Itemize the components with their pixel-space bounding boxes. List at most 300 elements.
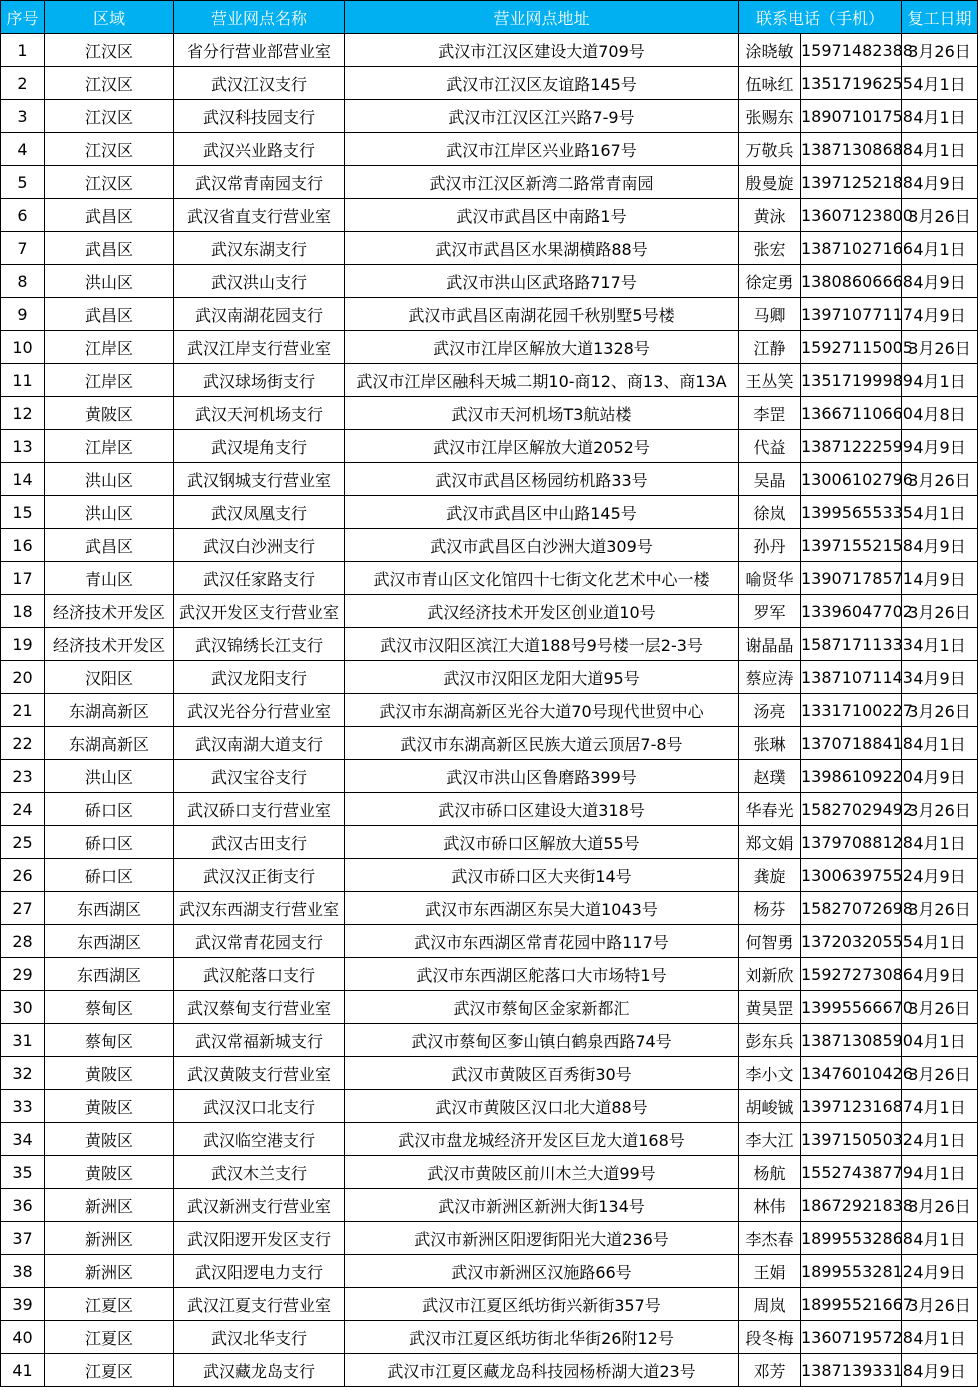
cell-index: 18	[1, 595, 45, 628]
cell-district: 黄陂区	[45, 1090, 174, 1123]
cell-branch-name: 武汉江夏支行营业室	[174, 1288, 345, 1321]
cell-index: 3	[1, 100, 45, 133]
cell-index: 37	[1, 1222, 45, 1255]
cell-phone: 15827029492	[801, 793, 902, 826]
cell-phone: 13971552158	[801, 529, 902, 562]
cell-resume-date: 4月1日	[902, 232, 978, 265]
cell-phone: 13517196255	[801, 67, 902, 100]
table-row	[1, 1090, 978, 1123]
cell-branch-address: 武汉市洪山区武珞路717号	[345, 265, 739, 298]
table-row	[1, 1024, 978, 1057]
cell-branch-name: 武汉常青南园支行	[174, 166, 345, 199]
cell-index: 38	[1, 1255, 45, 1288]
cell-branch-address: 武汉市江岸区兴业路167号	[345, 133, 739, 166]
cell-branch-name: 武汉东湖支行	[174, 232, 345, 265]
table-row	[1, 529, 978, 562]
cell-resume-date: 4月9日	[902, 1255, 978, 1288]
cell-resume-date: 4月8日	[902, 397, 978, 430]
cell-phone: 18995521667	[801, 1288, 902, 1321]
cell-resume-date: 4月1日	[902, 364, 978, 397]
cell-phone: 13971505032	[801, 1123, 902, 1156]
cell-district: 汉阳区	[45, 661, 174, 694]
cell-contact-name: 江静	[739, 331, 801, 364]
cell-index: 35	[1, 1156, 45, 1189]
cell-index: 27	[1, 892, 45, 925]
table-row	[1, 298, 978, 331]
cell-branch-address: 武汉市蔡甸区金家新都汇	[345, 991, 739, 1024]
table-row	[1, 1123, 978, 1156]
cell-index: 41	[1, 1354, 45, 1387]
table-row	[1, 67, 978, 100]
cell-branch-name: 武汉北华支行	[174, 1321, 345, 1354]
cell-contact-name: 吴晶	[739, 463, 801, 496]
cell-resume-date: 4月9日	[902, 1354, 978, 1387]
cell-resume-date: 4月1日	[902, 727, 978, 760]
header-contact: 联系电话（手机）	[739, 1, 902, 34]
table-row	[1, 364, 978, 397]
table-row	[1, 760, 978, 793]
cell-branch-name: 武汉球场街支行	[174, 364, 345, 397]
cell-index: 12	[1, 397, 45, 430]
cell-branch-name: 武汉新洲支行营业室	[174, 1189, 345, 1222]
header-district: 区域	[45, 1, 174, 34]
table-row	[1, 133, 978, 166]
table-row	[1, 1288, 978, 1321]
cell-district: 黄陂区	[45, 1156, 174, 1189]
cell-index: 32	[1, 1057, 45, 1090]
cell-resume-date: 3月26日	[902, 1057, 978, 1090]
cell-contact-name: 郑文娟	[739, 826, 801, 859]
cell-branch-name: 武汉东西湖支行营业室	[174, 892, 345, 925]
cell-branch-name: 武汉常福新城支行	[174, 1024, 345, 1057]
cell-branch-name: 武汉洪山支行	[174, 265, 345, 298]
cell-branch-name: 武汉光谷分行营业室	[174, 694, 345, 727]
cell-resume-date: 4月1日	[902, 826, 978, 859]
table-row	[1, 166, 978, 199]
cell-contact-name: 殷曼旋	[739, 166, 801, 199]
cell-branch-address: 武汉市天河机场T3航站楼	[345, 397, 739, 430]
cell-branch-name: 武汉硚口支行营业室	[174, 793, 345, 826]
cell-index: 9	[1, 298, 45, 331]
cell-district: 硚口区	[45, 859, 174, 892]
cell-district: 蔡甸区	[45, 991, 174, 1024]
cell-contact-name: 杨航	[739, 1156, 801, 1189]
table-row	[1, 199, 978, 232]
cell-branch-address: 武汉市江岸区解放大道2052号	[345, 430, 739, 463]
cell-resume-date: 3月26日	[902, 199, 978, 232]
cell-resume-date: 4月1日	[902, 628, 978, 661]
table-row	[1, 1189, 978, 1222]
cell-district: 江汉区	[45, 34, 174, 67]
cell-branch-address: 武汉市武昌区中南路1号	[345, 199, 739, 232]
cell-contact-name: 胡峻铖	[739, 1090, 801, 1123]
cell-contact-name: 徐岚	[739, 496, 801, 529]
cell-index: 17	[1, 562, 45, 595]
cell-branch-address: 武汉经济技术开发区创业道10号	[345, 595, 739, 628]
cell-contact-name: 蔡应涛	[739, 661, 801, 694]
cell-district: 黄陂区	[45, 1057, 174, 1090]
cell-contact-name: 伍咏红	[739, 67, 801, 100]
header-index: 序号	[1, 1, 45, 34]
cell-index: 16	[1, 529, 45, 562]
cell-resume-date: 4月9日	[902, 529, 978, 562]
cell-index: 36	[1, 1189, 45, 1222]
cell-contact-name: 赵璞	[739, 760, 801, 793]
cell-resume-date: 4月1日	[902, 1222, 978, 1255]
cell-resume-date: 3月26日	[902, 1288, 978, 1321]
cell-index: 28	[1, 925, 45, 958]
cell-branch-name: 武汉藏龙岛支行	[174, 1354, 345, 1387]
cell-resume-date: 3月26日	[902, 331, 978, 364]
cell-branch-name: 武汉科技园支行	[174, 100, 345, 133]
cell-contact-name: 李杰春	[739, 1222, 801, 1255]
cell-contact-name: 万敬兵	[739, 133, 801, 166]
cell-contact-name: 张宏	[739, 232, 801, 265]
cell-index: 11	[1, 364, 45, 397]
cell-phone: 13907178571	[801, 562, 902, 595]
cell-index: 5	[1, 166, 45, 199]
cell-district: 江汉区	[45, 67, 174, 100]
cell-branch-name: 武汉锦绣长江支行	[174, 628, 345, 661]
cell-phone: 13871308688	[801, 133, 902, 166]
cell-phone: 13871393318	[801, 1354, 902, 1387]
cell-phone: 18672921838	[801, 1189, 902, 1222]
cell-district: 黄陂区	[45, 1123, 174, 1156]
cell-phone: 15827072698	[801, 892, 902, 925]
cell-resume-date: 4月9日	[902, 859, 978, 892]
cell-phone: 18995532868	[801, 1222, 902, 1255]
table-row	[1, 397, 978, 430]
cell-index: 25	[1, 826, 45, 859]
cell-index: 20	[1, 661, 45, 694]
table-row	[1, 727, 978, 760]
cell-contact-name: 林伟	[739, 1189, 801, 1222]
cell-phone: 13517199989	[801, 364, 902, 397]
cell-branch-name: 武汉宝谷支行	[174, 760, 345, 793]
cell-branch-name: 武汉江汉支行	[174, 67, 345, 100]
cell-district: 武昌区	[45, 298, 174, 331]
cell-branch-address: 武汉市武昌区白沙洲大道309号	[345, 529, 739, 562]
cell-branch-name: 武汉任家路支行	[174, 562, 345, 595]
cell-phone: 13971077117	[801, 298, 902, 331]
cell-index: 22	[1, 727, 45, 760]
cell-contact-name: 张琳	[739, 727, 801, 760]
cell-branch-name: 武汉汉口北支行	[174, 1090, 345, 1123]
cell-branch-name: 武汉临空港支行	[174, 1123, 345, 1156]
table-row	[1, 694, 978, 727]
table-row	[1, 661, 978, 694]
cell-phone: 13871027166	[801, 232, 902, 265]
cell-phone: 13995655335	[801, 496, 902, 529]
cell-phone: 13995566670	[801, 991, 902, 1024]
cell-district: 东西湖区	[45, 892, 174, 925]
cell-index: 6	[1, 199, 45, 232]
cell-branch-address: 武汉市新洲区新洲大街134号	[345, 1189, 739, 1222]
cell-phone: 13607123800	[801, 199, 902, 232]
cell-resume-date: 4月9日	[902, 166, 978, 199]
cell-district: 江夏区	[45, 1288, 174, 1321]
table-row	[1, 1156, 978, 1189]
cell-index: 4	[1, 133, 45, 166]
cell-contact-name: 何智勇	[739, 925, 801, 958]
cell-district: 新洲区	[45, 1222, 174, 1255]
table-row	[1, 1057, 978, 1090]
cell-resume-date: 4月1日	[902, 133, 978, 166]
cell-branch-address: 武汉市硚口区解放大道55号	[345, 826, 739, 859]
cell-index: 2	[1, 67, 45, 100]
cell-resume-date: 4月9日	[902, 562, 978, 595]
cell-contact-name: 刘新欣	[739, 958, 801, 991]
cell-resume-date: 4月1日	[902, 1090, 978, 1123]
cell-branch-address: 武汉市东西湖区常青花园中路117号	[345, 925, 739, 958]
table-row	[1, 1222, 978, 1255]
cell-index: 13	[1, 430, 45, 463]
cell-contact-name: 杨芬	[739, 892, 801, 925]
cell-district: 东湖高新区	[45, 727, 174, 760]
cell-contact-name: 李小文	[739, 1057, 801, 1090]
cell-branch-address: 武汉市东湖高新区民族大道云顶居7-8号	[345, 727, 739, 760]
cell-branch-address: 武汉市武昌区水果湖横路88号	[345, 232, 739, 265]
cell-phone: 13476010426	[801, 1057, 902, 1090]
cell-branch-address: 武汉市东西湖区舵落口大市场特1号	[345, 958, 739, 991]
cell-resume-date: 3月26日	[902, 463, 978, 496]
table-row	[1, 826, 978, 859]
cell-index: 31	[1, 1024, 45, 1057]
cell-branch-name: 武汉蔡甸支行营业室	[174, 991, 345, 1024]
cell-phone: 18995532812	[801, 1255, 902, 1288]
cell-district: 硚口区	[45, 793, 174, 826]
cell-contact-name: 周岚	[739, 1288, 801, 1321]
cell-branch-name: 武汉龙阳支行	[174, 661, 345, 694]
cell-phone: 13871071143	[801, 661, 902, 694]
cell-district: 蔡甸区	[45, 1024, 174, 1057]
cell-phone: 13871308590	[801, 1024, 902, 1057]
cell-phone: 15927273086	[801, 958, 902, 991]
table-row	[1, 1354, 978, 1387]
cell-resume-date: 4月9日	[902, 298, 978, 331]
cell-resume-date: 4月1日	[902, 100, 978, 133]
cell-branch-name: 武汉阳逻电力支行	[174, 1255, 345, 1288]
cell-resume-date: 4月9日	[902, 430, 978, 463]
cell-branch-address: 武汉市新洲区汉施路66号	[345, 1255, 739, 1288]
cell-contact-name: 汤亮	[739, 694, 801, 727]
cell-district: 江夏区	[45, 1354, 174, 1387]
table-row	[1, 562, 978, 595]
table-row	[1, 595, 978, 628]
cell-index: 29	[1, 958, 45, 991]
cell-branch-name: 武汉兴业路支行	[174, 133, 345, 166]
cell-resume-date: 4月9日	[902, 265, 978, 298]
cell-branch-name: 省分行营业部营业室	[174, 34, 345, 67]
cell-branch-name: 武汉开发区支行营业室	[174, 595, 345, 628]
cell-branch-address: 武汉市江汉区友谊路145号	[345, 67, 739, 100]
cell-resume-date: 4月1日	[902, 496, 978, 529]
cell-branch-name: 武汉白沙洲支行	[174, 529, 345, 562]
cell-district: 江夏区	[45, 1321, 174, 1354]
cell-branch-name: 武汉南湖大道支行	[174, 727, 345, 760]
cell-district: 东西湖区	[45, 925, 174, 958]
cell-contact-name: 段冬梅	[739, 1321, 801, 1354]
cell-branch-address: 武汉市汉阳区滨江大道188号9号楼一层2-3号	[345, 628, 739, 661]
cell-branch-address: 武汉市蔡甸区奓山镇白鹤泉西路74号	[345, 1024, 739, 1057]
cell-index: 40	[1, 1321, 45, 1354]
cell-index: 30	[1, 991, 45, 1024]
cell-district: 洪山区	[45, 496, 174, 529]
cell-branch-name: 武汉江岸支行营业室	[174, 331, 345, 364]
cell-contact-name: 龚旋	[739, 859, 801, 892]
cell-index: 34	[1, 1123, 45, 1156]
cell-contact-name: 徐定勇	[739, 265, 801, 298]
table-row	[1, 463, 978, 496]
cell-contact-name: 黄昊罡	[739, 991, 801, 1024]
cell-contact-name: 王娟	[739, 1255, 801, 1288]
cell-district: 新洲区	[45, 1255, 174, 1288]
table-row	[1, 496, 978, 529]
cell-branch-address: 武汉市江夏区纸坊街兴新街357号	[345, 1288, 739, 1321]
table-row	[1, 1255, 978, 1288]
cell-branch-name: 武汉省直支行营业室	[174, 199, 345, 232]
cell-contact-name: 涂晓敏	[739, 34, 801, 67]
cell-branch-name: 武汉黄陂支行营业室	[174, 1057, 345, 1090]
cell-branch-name: 武汉凤凰支行	[174, 496, 345, 529]
header-branch-name: 营业网点名称	[174, 1, 345, 34]
cell-district: 江汉区	[45, 133, 174, 166]
table-row	[1, 958, 978, 991]
cell-resume-date: 4月9日	[902, 760, 978, 793]
cell-branch-name: 武汉常青花园支行	[174, 925, 345, 958]
cell-phone: 13317100227	[801, 694, 902, 727]
cell-phone: 15527438779	[801, 1156, 902, 1189]
cell-district: 武昌区	[45, 232, 174, 265]
cell-district: 青山区	[45, 562, 174, 595]
header-resume-date: 复工日期	[902, 1, 978, 34]
cell-resume-date: 3月26日	[902, 1189, 978, 1222]
cell-district: 黄陂区	[45, 397, 174, 430]
cell-branch-address: 武汉市武昌区南湖花园千秋别墅5号楼	[345, 298, 739, 331]
cell-district: 东湖高新区	[45, 694, 174, 727]
cell-branch-address: 武汉市新洲区阳逻街阳光大道236号	[345, 1222, 739, 1255]
cell-resume-date: 3月26日	[902, 991, 978, 1024]
cell-phone: 18907101758	[801, 100, 902, 133]
cell-branch-address: 武汉市江岸区解放大道1328号	[345, 331, 739, 364]
cell-branch-name: 武汉天河机场支行	[174, 397, 345, 430]
cell-contact-name: 黄泳	[739, 199, 801, 232]
cell-branch-name: 武汉古田支行	[174, 826, 345, 859]
cell-index: 8	[1, 265, 45, 298]
header-branch-address: 营业网点地址	[345, 1, 739, 34]
cell-branch-address: 武汉市青山区文化馆四十七街文化艺术中心一楼	[345, 562, 739, 595]
cell-resume-date: 4月1日	[902, 1321, 978, 1354]
cell-branch-name: 武汉钢城支行营业室	[174, 463, 345, 496]
cell-index: 26	[1, 859, 45, 892]
cell-resume-date: 4月1日	[902, 1156, 978, 1189]
table-row	[1, 265, 978, 298]
cell-contact-name: 罗军	[739, 595, 801, 628]
cell-contact-name: 谢晶晶	[739, 628, 801, 661]
cell-index: 7	[1, 232, 45, 265]
table-row	[1, 859, 978, 892]
cell-district: 江汉区	[45, 166, 174, 199]
cell-resume-date: 3月26日	[902, 793, 978, 826]
cell-district: 洪山区	[45, 463, 174, 496]
table-row	[1, 892, 978, 925]
cell-branch-address: 武汉市东湖高新区光谷大道70号现代世贸中心	[345, 694, 739, 727]
cell-district: 江汉区	[45, 100, 174, 133]
table-row	[1, 1321, 978, 1354]
cell-branch-name: 武汉舵落口支行	[174, 958, 345, 991]
cell-contact-name: 李罡	[739, 397, 801, 430]
cell-branch-address: 武汉市武昌区杨园纺机路33号	[345, 463, 739, 496]
cell-index: 24	[1, 793, 45, 826]
cell-contact-name: 代益	[739, 430, 801, 463]
cell-resume-date: 3月26日	[902, 694, 978, 727]
cell-branch-address: 武汉市黄陂区百秀街30号	[345, 1057, 739, 1090]
cell-branch-address: 武汉市江汉区新湾二路常青南园	[345, 166, 739, 199]
cell-branch-address: 武汉市汉阳区龙阳大道95号	[345, 661, 739, 694]
cell-phone: 13986109220	[801, 760, 902, 793]
cell-branch-address: 武汉市东西湖区东吴大道1043号	[345, 892, 739, 925]
table-row	[1, 100, 978, 133]
cell-branch-address: 武汉市武昌区中山路145号	[345, 496, 739, 529]
cell-phone: 13396047702	[801, 595, 902, 628]
cell-resume-date: 4月1日	[902, 925, 978, 958]
table-row	[1, 793, 978, 826]
cell-index: 19	[1, 628, 45, 661]
cell-resume-date: 4月1日	[902, 1024, 978, 1057]
table-row	[1, 430, 978, 463]
cell-branch-name: 武汉堤角支行	[174, 430, 345, 463]
cell-contact-name: 孙丹	[739, 529, 801, 562]
cell-index: 21	[1, 694, 45, 727]
table-row	[1, 232, 978, 265]
cell-district: 江岸区	[45, 331, 174, 364]
cell-phone: 15927115005	[801, 331, 902, 364]
cell-district: 东西湖区	[45, 958, 174, 991]
cell-resume-date: 4月9日	[902, 958, 978, 991]
cell-branch-name: 武汉木兰支行	[174, 1156, 345, 1189]
cell-contact-name: 华春光	[739, 793, 801, 826]
cell-district: 洪山区	[45, 265, 174, 298]
table-row	[1, 628, 978, 661]
cell-phone: 15871711333	[801, 628, 902, 661]
cell-resume-date: 3月26日	[902, 34, 978, 67]
cell-branch-address: 武汉市洪山区鲁磨路399号	[345, 760, 739, 793]
cell-contact-name: 彭东兵	[739, 1024, 801, 1057]
table-body	[1, 34, 978, 1387]
cell-district: 新洲区	[45, 1189, 174, 1222]
cell-index: 33	[1, 1090, 45, 1123]
cell-branch-name: 武汉阳逻开发区支行	[174, 1222, 345, 1255]
cell-phone: 13006397552	[801, 859, 902, 892]
cell-branch-name: 武汉汉正街支行	[174, 859, 345, 892]
cell-phone: 13797088128	[801, 826, 902, 859]
cell-phone: 15971482388	[801, 34, 902, 67]
cell-index: 14	[1, 463, 45, 496]
cell-index: 15	[1, 496, 45, 529]
cell-phone: 13707188418	[801, 727, 902, 760]
cell-branch-name: 武汉南湖花园支行	[174, 298, 345, 331]
cell-branch-address: 武汉市江夏区纸坊街北华街26附12号	[345, 1321, 739, 1354]
cell-resume-date: 4月1日	[902, 1123, 978, 1156]
cell-resume-date: 3月26日	[902, 595, 978, 628]
cell-contact-name: 张赐东	[739, 100, 801, 133]
cell-contact-name: 王丛笑	[739, 364, 801, 397]
table-row	[1, 925, 978, 958]
cell-phone: 13971231687	[801, 1090, 902, 1123]
cell-branch-address: 武汉市黄陂区前川木兰大道99号	[345, 1156, 739, 1189]
cell-district: 洪山区	[45, 760, 174, 793]
cell-district: 江岸区	[45, 430, 174, 463]
